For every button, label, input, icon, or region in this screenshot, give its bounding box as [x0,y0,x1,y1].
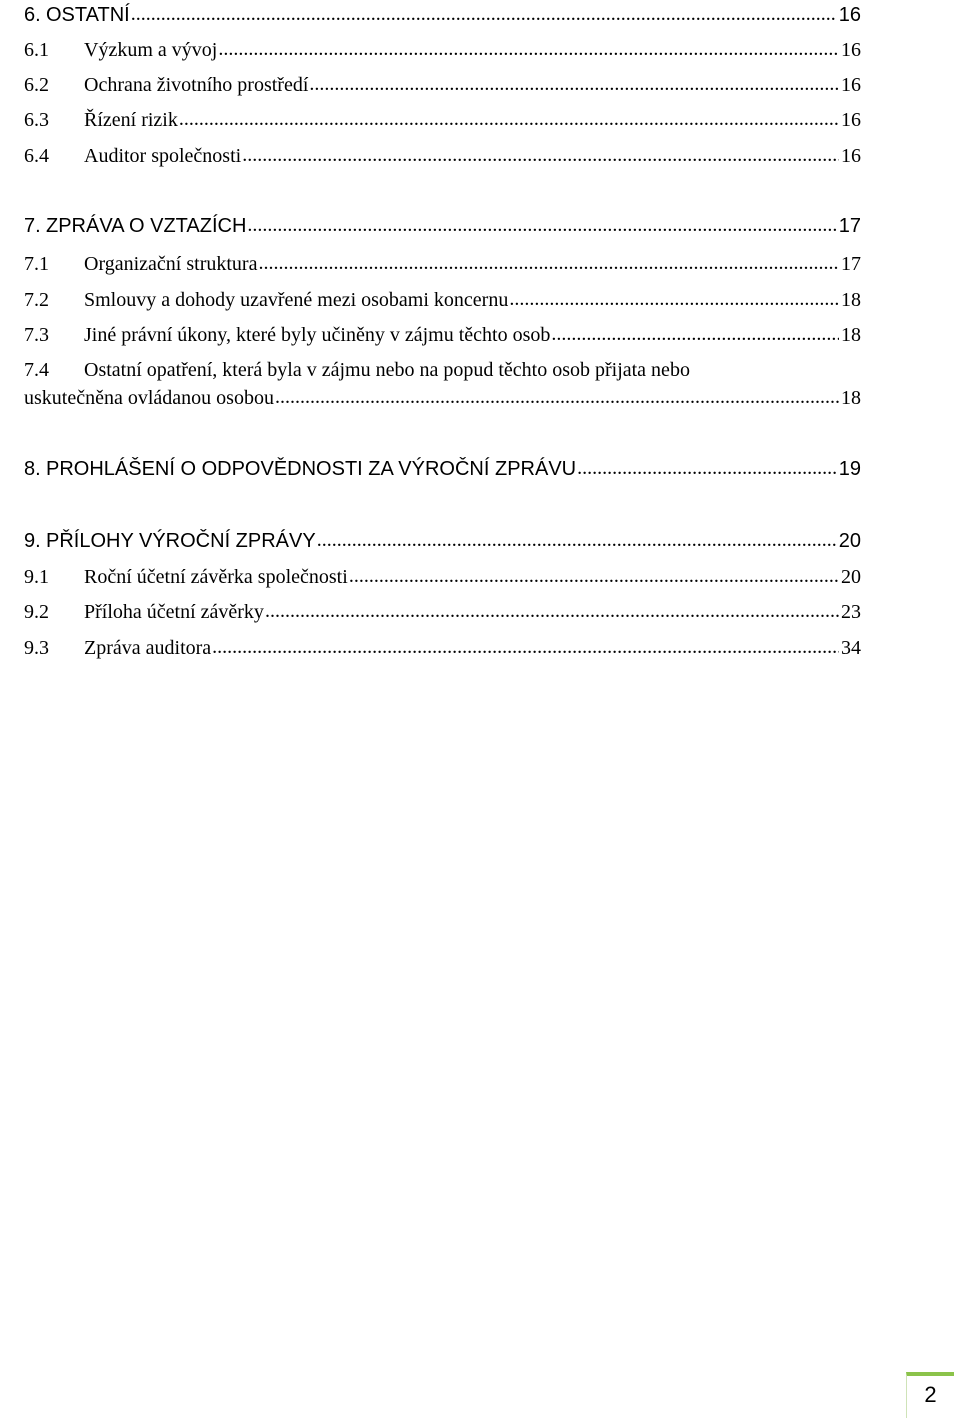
page-footer [906,1372,954,1418]
toc-title: Zpráva auditora [84,637,212,659]
toc-entry[interactable] [24,634,861,660]
dot-leader [275,384,839,404]
toc-number: 6.1 [24,39,49,61]
toc-number: 6.2 [24,74,49,96]
toc-entry-continuation[interactable] [24,384,861,410]
toc-number: 7. [24,215,41,237]
toc-title-continuation: uskutečněna ovládanou osobou [24,387,274,409]
toc-title: Smlouvy a dohody uzavřené mezi osobami koncernu [84,289,509,311]
toc-number: 6.4 [24,145,49,167]
toc-number: 9. [24,530,41,552]
toc-entry[interactable] [24,598,861,624]
toc-page-number: 16 [841,145,861,167]
toc-entry[interactable] [24,286,861,312]
toc-number: 9.2 [24,601,49,623]
toc-entry[interactable] [24,527,861,553]
toc-title: Výzkum a vývoj [84,39,218,61]
toc-page-number: 18 [841,324,861,346]
dot-leader [131,1,837,21]
dot-leader [247,212,836,232]
toc-entry[interactable] [24,71,861,97]
toc-page-number: 18 [841,289,861,311]
toc-number: 9.3 [24,637,49,659]
toc-page-number: 34 [841,637,861,659]
toc-number: 7.4 [24,359,49,381]
toc-page-number: 20 [838,530,861,552]
dot-leader [212,634,839,654]
dot-leader [551,321,839,341]
toc-entry[interactable] [24,36,861,62]
toc-title: ZPRÁVA O VZTAZÍCH [46,215,247,237]
page-number: 2 [924,1382,937,1407]
toc-number: 6.3 [24,109,49,131]
toc-page-number: 16 [841,109,861,131]
dot-leader [258,250,839,270]
toc-number: 9.1 [24,566,49,588]
toc-title: Příloha účetní závěrky [84,601,264,623]
toc-number: 7.1 [24,253,49,275]
dot-leader [317,527,837,547]
dot-leader [309,71,839,91]
toc-title: PŘÍLOHY VÝROČNÍ ZPRÁVY [46,530,316,552]
toc-entry[interactable] [24,250,861,276]
dot-leader [265,598,839,618]
toc-title: Auditor společnosti [84,145,242,167]
dot-leader [179,106,839,126]
toc-title: Jiné právní úkony, které byly učiněny v zájmu těchto osob [84,324,551,346]
toc-entry[interactable] [24,455,861,481]
dot-leader [577,455,837,475]
toc-title: OSTATNÍ [46,4,130,26]
toc-number: 7.3 [24,324,49,346]
toc-page-number: 18 [841,387,861,409]
toc-title: Ochrana životního prostředí [84,74,309,96]
toc-page-number: 17 [838,215,861,237]
toc-title: Řízení rizik [84,109,178,131]
toc-page-number: 16 [841,39,861,61]
toc-entry[interactable] [24,1,861,27]
toc-title: Roční účetní závěrka společnosti [84,566,348,588]
toc-entry[interactable] [24,357,844,383]
dot-leader [509,286,839,306]
toc-title: PROHLÁŠENÍ O ODPOVĚDNOSTI ZA VÝROČNÍ ZPRÁVU [46,458,577,480]
toc-page-number: 19 [838,458,861,480]
toc-entry[interactable] [24,563,861,589]
dot-leader [218,36,839,56]
toc-page-number: 23 [841,601,861,623]
toc-entry[interactable] [24,212,861,238]
toc-title: Ostatní opatření, která byla v zájmu nebo na popud těchto osob přijata nebo [84,359,690,381]
toc-page-number: 16 [841,74,861,96]
toc-entry[interactable] [24,321,861,347]
toc-number: 8. [24,458,41,480]
toc-title: Organizační struktura [84,253,258,275]
toc-page-number: 20 [841,566,861,588]
toc-entry[interactable] [24,106,861,132]
dot-leader [349,563,839,583]
toc-page-number: 16 [838,4,861,26]
toc-entry[interactable] [24,142,861,168]
toc-page-number: 17 [841,253,861,275]
toc-number: 7.2 [24,289,49,311]
dot-leader [242,142,839,162]
toc-number: 6. [24,4,41,26]
